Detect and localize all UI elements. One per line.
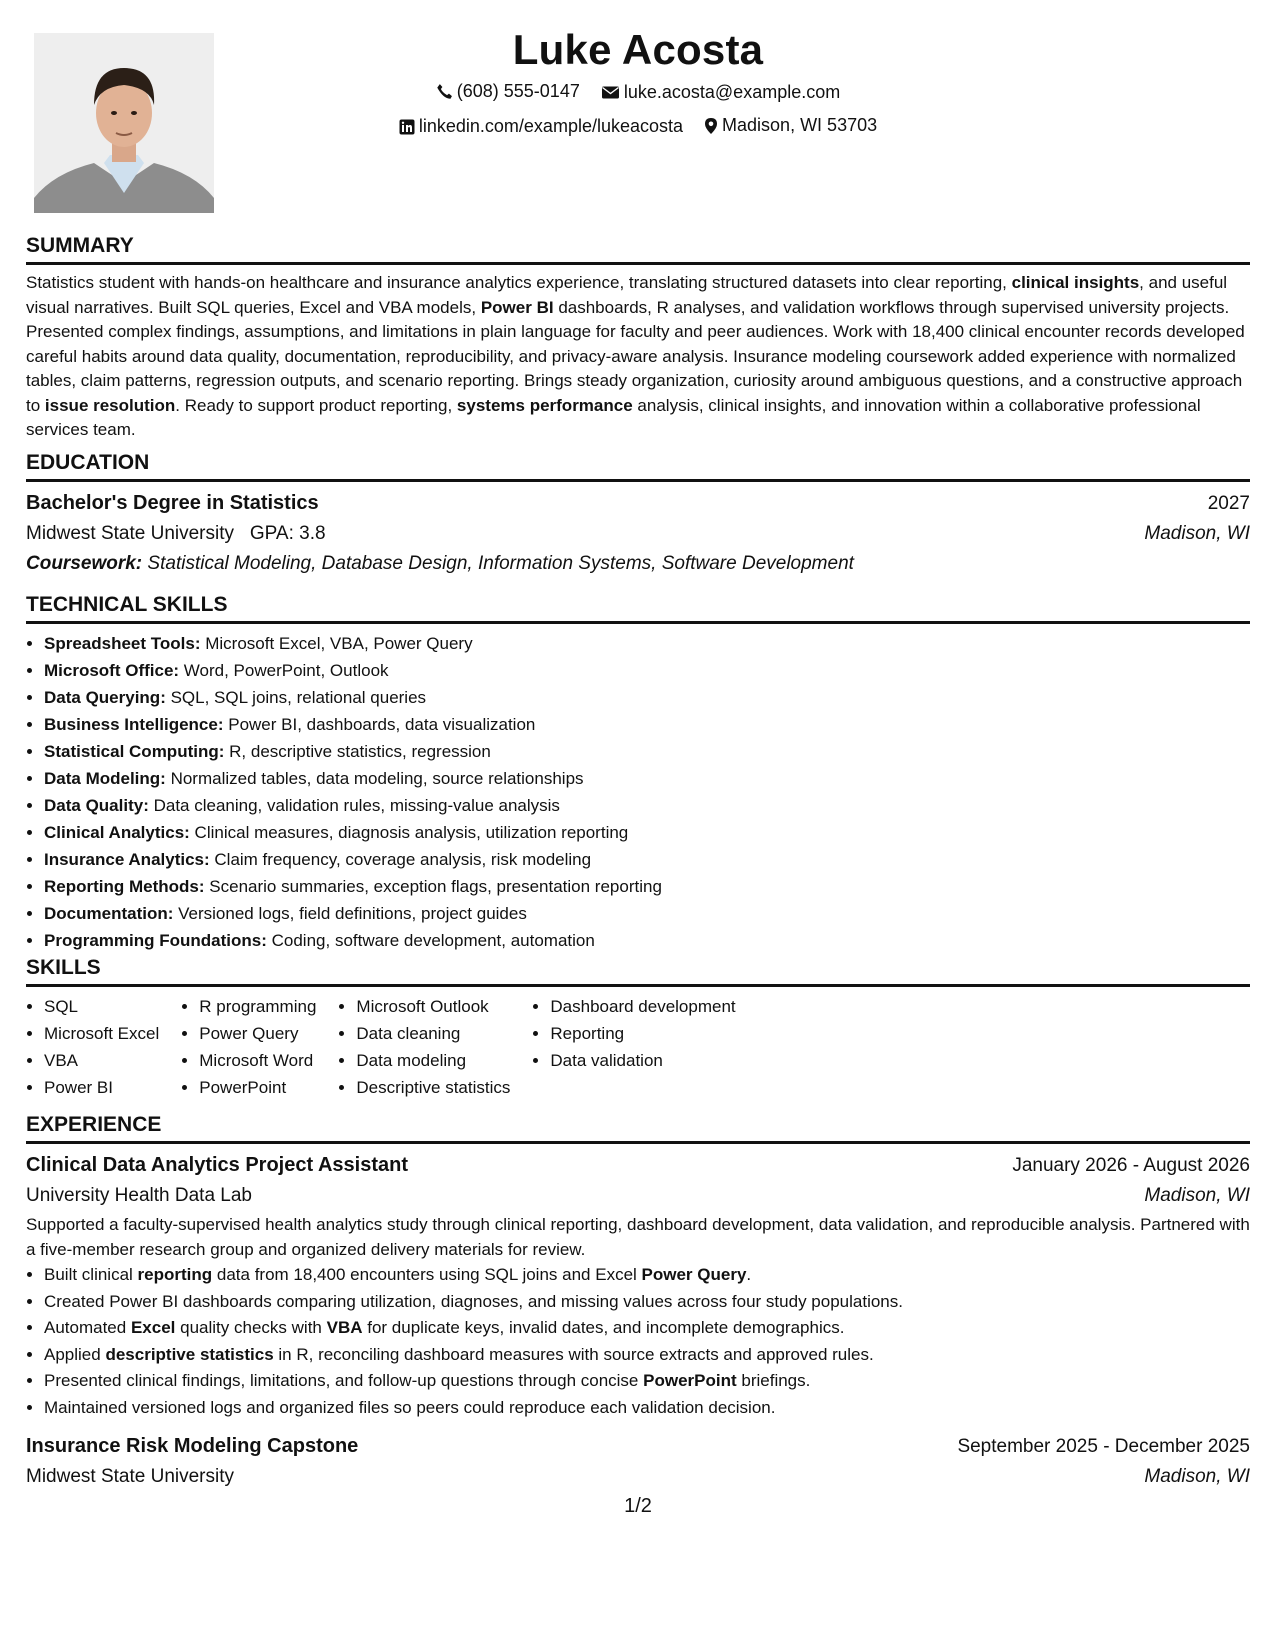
list-item: • Automated Excel quality checks with VBA for duplicate keys, invalid dates, and incomplete demographics. <box>44 1315 1250 1342</box>
list-item: • Insurance Analytics: Claim frequency, coverage analysis, risk modeling <box>44 846 1250 873</box>
location-text: Madison, WI 53703 <box>722 115 878 135</box>
contact-line-1 <box>26 76 1250 110</box>
list-item: • Reporting Methods: Scenario summaries, exception flags, presentation reporting <box>44 873 1250 900</box>
list-item: • Documentation: Versioned logs, field definitions, project guides <box>44 900 1250 927</box>
list-item: • Programming Foundations: Coding, software development, automation <box>44 927 1250 954</box>
section-title-technical-skills: TECHNICAL SKILLS <box>26 591 1250 624</box>
list-item: • Data modeling <box>356 1047 510 1074</box>
school-info <box>26 519 326 549</box>
list-item: • Created Power BI dashboards comparing utilization, diagnoses, and missing values across four study populations. <box>44 1289 1250 1316</box>
list-item: • Data Querying: SQL, SQL joins, relational queries <box>44 684 1250 711</box>
section-title-skills: SKILLS <box>26 954 1250 987</box>
list-item: • Microsoft Excel <box>44 1020 159 1047</box>
list-item: • Microsoft Word <box>199 1047 316 1074</box>
linkedin-icon <box>399 119 415 135</box>
page-number: 1/2 <box>624 1495 652 1517</box>
location-contact <box>704 110 877 141</box>
job-2-location: Madison, WI <box>1144 1466 1250 1487</box>
linkedin-text: linkedin.com/example/lukeacosta <box>418 116 684 136</box>
list-item: • Data Modeling: Normalized tables, data modeling, source relationships <box>44 765 1250 792</box>
education-entry-header <box>26 488 1250 519</box>
school-name: Midwest State University <box>26 523 235 544</box>
list-item: • Data validation <box>550 1047 735 1074</box>
list-item: • Clinical Analytics: Clinical measures, diagnosis analysis, utilization reporting <box>44 819 1250 846</box>
section-title-summary: SUMMARY <box>26 232 1250 265</box>
job-2-dates: September 2025 - December 2025 <box>957 1436 1250 1457</box>
phone-contact[interactable] <box>436 76 580 107</box>
job-1-bullets <box>26 1262 1250 1421</box>
list-item: • VBA <box>44 1047 159 1074</box>
summary-text: Statistics student with hands-on healthcare and insurance analytics experience, translating structured datasets into clear reporting, clinical insights, and useful visual narratives. Built SQL queries, Excel and VBA models, Power BI dashboards, R analyses, and validation workflows through supervised university projects. Presented complex findings, assumptions, and limitations in plain language for faculty and peer audiences. Work with 18,400 clinical encounter records developed careful habits around data quality, documentation, reproducibility, and privacy-aware analysis. Insurance modeling coursework added experience with normalized tables, claim patterns, regression outputs, and scenario reporting. Brings steady organization, curiosity around ambiguous questions, and a constructive approach to issue resolution. Ready to support product reporting, systems performance analysis, clinical insights, and innovation within a collaborative professional services team. <box>26 273 1245 439</box>
envelope-icon <box>601 85 620 100</box>
list-item: • Power Query <box>199 1020 316 1047</box>
job-1-header <box>26 1150 1250 1181</box>
job-1-title: Clinical Data Analytics Project Assistant <box>26 1154 408 1176</box>
list-item: • Data cleaning <box>356 1020 510 1047</box>
skills-grid <box>26 993 1250 1101</box>
skills-column-1 <box>26 993 159 1101</box>
job-1-location: Madison, WI <box>1144 1185 1250 1206</box>
skills-section <box>26 954 1250 1101</box>
email-contact[interactable] <box>601 77 840 108</box>
job-2-org: Midwest State University <box>26 1466 235 1487</box>
school-location: Madison, WI <box>1144 523 1250 544</box>
list-item: • Dashboard development <box>550 993 735 1020</box>
skills-column-3 <box>338 993 510 1101</box>
list-item: • Built clinical reporting data from 18,400 encounters using SQL joins and Excel Power Query. <box>44 1262 1250 1289</box>
list-item: • Spreadsheet Tools: Microsoft Excel, VBA, Power Query <box>44 630 1250 657</box>
coursework <box>26 549 1250 579</box>
list-item: • Descriptive statistics <box>356 1074 510 1101</box>
experience-section <box>26 1111 1250 1492</box>
job-1-sub <box>26 1181 1250 1211</box>
job-1-dates: January 2026 - August 2026 <box>1012 1155 1250 1176</box>
summary-section <box>26 232 1250 443</box>
resume-page <box>26 0 1250 1650</box>
technical-skills-section <box>26 591 1250 954</box>
coursework-label: Coursework: <box>26 553 143 574</box>
list-item: • Microsoft Outlook <box>356 993 510 1020</box>
section-title-experience: EXPERIENCE <box>26 1111 1250 1144</box>
list-item: • Reporting <box>550 1020 735 1047</box>
phone-text: (608) 555-0147 <box>456 81 580 101</box>
candidate-name: Luke Acosta <box>512 26 764 73</box>
skills-column-2 <box>181 993 316 1101</box>
degree-title: Bachelor's Degree in Statistics <box>26 492 319 514</box>
job-1-description: Supported a faculty-supervised health analytics study through clinical reporting, dashboard development, data validation, and reproducible analysis. Partnered with a five-member research group and organized delivery materials for review. <box>26 1215 1250 1259</box>
list-item: • Power BI <box>44 1074 159 1101</box>
list-item: • Statistical Computing: R, descriptive statistics, regression <box>44 738 1250 765</box>
map-pin-icon <box>704 117 718 135</box>
list-item: • Applied descriptive statistics in R, reconciling dashboard measures with source extracts and approved rules. <box>44 1342 1250 1369</box>
linkedin-contact[interactable] <box>399 111 683 142</box>
list-item: • Maintained versioned logs and organized files so peers could reproduce each validation decision. <box>44 1395 1250 1422</box>
job-2-title: Insurance Risk Modeling Capstone <box>26 1435 359 1457</box>
phone-icon <box>436 83 453 100</box>
gpa: GPA: 3.8 <box>249 523 326 544</box>
section-title-education: EDUCATION <box>26 449 1250 482</box>
technical-skills-list <box>26 630 1250 954</box>
list-item: • PowerPoint <box>199 1074 316 1101</box>
graduation-year: 2027 <box>1207 493 1250 514</box>
job-1-org: University Health Data Lab <box>26 1185 252 1206</box>
skills-column-4 <box>532 993 735 1101</box>
education-section <box>26 449 1250 579</box>
list-item: • Presented clinical findings, limitations, and follow-up questions through concise PowerPoint briefings. <box>44 1368 1250 1395</box>
education-entry-sub <box>26 519 1250 549</box>
job-2-header <box>26 1431 1250 1462</box>
list-item: • Microsoft Office: Word, PowerPoint, Outlook <box>44 657 1250 684</box>
contact-line-2 <box>26 110 1250 145</box>
coursework-list: Statistical Modeling, Database Design, Information Systems, Software Development <box>147 553 854 574</box>
list-item: • SQL <box>44 993 159 1020</box>
resume-header <box>26 24 1250 145</box>
email-text: luke.acosta@example.com <box>623 82 841 102</box>
list-item: • Business Intelligence: Power BI, dashboards, data visualization <box>44 711 1250 738</box>
job-2-sub <box>26 1462 1250 1492</box>
list-item: • Data Quality: Data cleaning, validation rules, missing-value analysis <box>44 792 1250 819</box>
list-item: • R programming <box>199 993 316 1020</box>
